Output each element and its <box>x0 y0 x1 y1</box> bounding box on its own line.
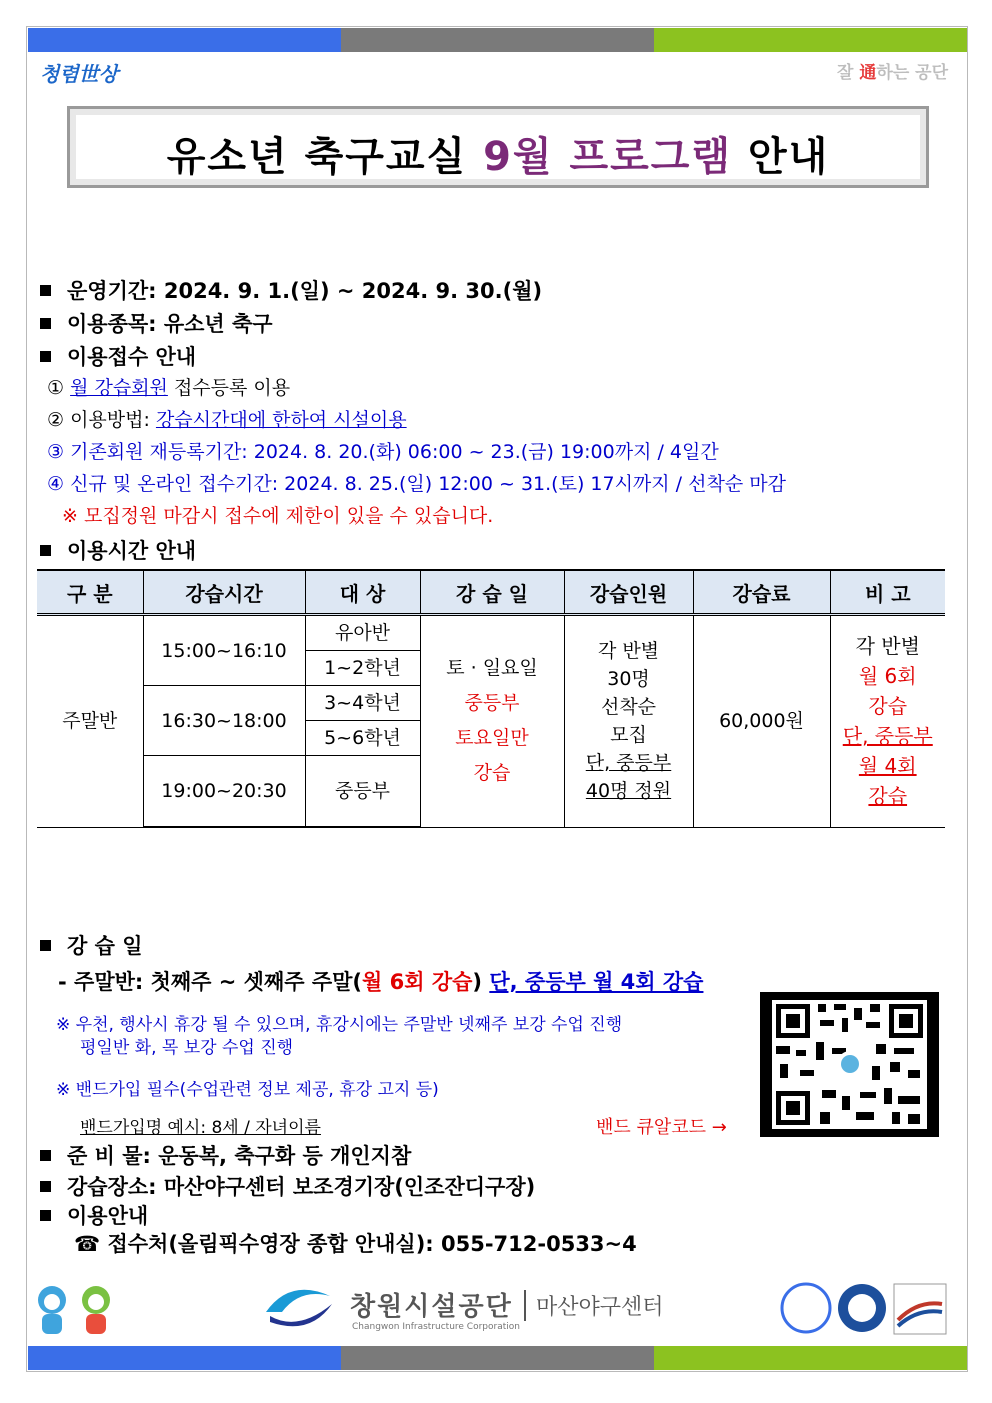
contact-phone: ☎ 접수처(올림픽수영장 종합 안내실): 055-712-0533~4 <box>74 1232 637 1256</box>
section-info: 이용안내 <box>40 1200 148 1230</box>
corporation-name: 창원시설공단 <box>350 1292 513 1322</box>
target-cell: 유아반 <box>305 615 420 651</box>
monthly-member-link: 월 강습회원 <box>70 377 168 399</box>
header-cell: 비 고 <box>830 570 945 615</box>
people-cell: 각 반별 30명 선착순 모집 단, 중등부 40명 정원 <box>564 615 693 828</box>
header-cell: 강습시간 <box>143 570 305 615</box>
reception-item-3: ③ 기존회원 재등록기간: 2024. 8. 20.(화) 06:00 ~ 23.(금) 19:00까지 / 4일간 <box>47 441 719 463</box>
section-period: 운영기간: 2024. 9. 1.(일) ~ 2024. 9. 30.(월) <box>40 275 542 305</box>
integrity-logo: 청렴世상 <box>40 62 118 86</box>
title-box <box>67 106 929 188</box>
target-cell: 중등부 <box>305 756 420 828</box>
band-qr-code[interactable] <box>760 992 939 1137</box>
header-cell: 강습인원 <box>564 570 693 615</box>
table-header-row <box>37 570 945 615</box>
section-place: 강습장소: 마산야구센터 보조경기장(인조잔디구장) <box>40 1171 535 1201</box>
header-cell: 강 습 일 <box>420 570 564 615</box>
qr-icon <box>772 1000 927 1129</box>
band-notice: ※ 밴드가입 필수(수업관련 정보 제공, 휴강 고지 등) <box>56 1080 439 1100</box>
reception-item-1: ① 월 강습회원 접수등록 이용 <box>47 377 291 399</box>
note-cell: 각 반별 월 6회 강습 단, 중등부 월 4회 강습 <box>830 615 945 828</box>
reception-item-4: ④ 신규 및 온라인 접수기간: 2024. 8. 25.(일) 12:00 ~ 31.(토) 17시까지 / 선착순 마감 <box>47 473 786 495</box>
weekday-notice: 평일반 화, 목 보강 수업 진행 <box>80 1038 294 1058</box>
section-preparation: 준 비 물: 운동복, 축구화 등 개인지참 <box>40 1140 411 1170</box>
target-cell: 5~6학년 <box>305 721 420 756</box>
header-cell: 대 상 <box>305 570 420 615</box>
fee-cell: 60,000원 <box>693 615 830 828</box>
target-cell: 3~4학년 <box>305 686 420 721</box>
section-reception: 이용접수 안내 <box>40 341 196 371</box>
group-cell: 주말반 <box>37 615 143 828</box>
bottom-color-bar <box>28 1346 967 1370</box>
certification-badges <box>778 1280 950 1338</box>
days-cell: 토 · 일요일 중등부 토요일만 강습 <box>420 615 564 828</box>
page-title: 유소년 축구교실 9월 프로그램 안내 <box>166 134 830 180</box>
corporation-english-name: Changwon Infrastructure Corporation <box>352 1322 520 1332</box>
top-color-bar <box>28 28 967 52</box>
band-name-example: 밴드가입명 예시: 8세 / 자녀이름 <box>80 1118 321 1138</box>
reception-item-2: ② 이용방법: 강습시간대에 한하여 시설이용 <box>47 409 407 431</box>
target-cell: 1~2학년 <box>305 651 420 686</box>
rain-notice: ※ 우천, 행사시 휴강 될 수 있으며, 휴강시에는 주말반 넷째주 보강 수업 진행 <box>56 1015 623 1035</box>
time-cell: 19:00~20:30 <box>143 756 305 828</box>
table-row <box>37 615 945 651</box>
section-lesson-days: 강 습 일 <box>40 930 142 960</box>
section-item: 이용종목: 유소년 축구 <box>40 308 273 338</box>
section-time-guide: 이용시간 안내 <box>40 535 196 565</box>
slogan-logo: 잘 通하는 공단 <box>837 63 948 83</box>
capacity-notice: ※ 모집정원 마감시 접수에 제한이 있을 수 있습니다. <box>62 505 494 527</box>
weekend-class-line: - 주말반: 첫째주 ~ 셋째주 주말(월 6회 강습) 단, 중등부 월 4회 강습 <box>58 970 704 994</box>
time-cell: 15:00~16:10 <box>143 615 305 686</box>
schedule-table <box>37 569 945 828</box>
time-cell: 16:30~18:00 <box>143 686 305 756</box>
header-cell: 강습료 <box>693 570 830 615</box>
corporation-logo-icon <box>260 1282 336 1338</box>
center-name: 마산야구센터 <box>524 1290 664 1321</box>
mascot-icons <box>32 1282 122 1340</box>
header-cell: 구 분 <box>37 570 143 615</box>
qr-label: 밴드 큐알코드 → <box>596 1117 727 1138</box>
